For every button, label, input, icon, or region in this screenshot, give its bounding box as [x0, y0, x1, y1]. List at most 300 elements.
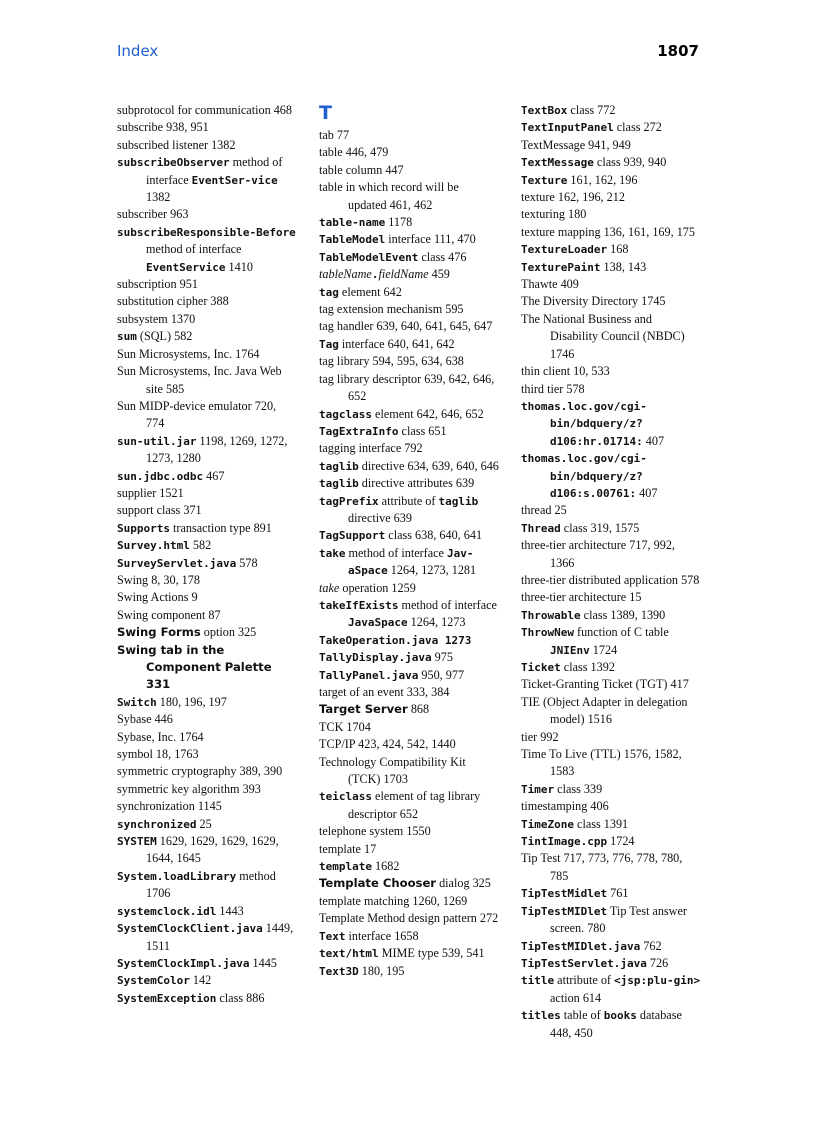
index-entry-text: transaction type 891	[169, 520, 272, 535]
index-entry	[117, 781, 297, 798]
index-entry-text: <jsp:plu-gin>	[614, 974, 701, 988]
index-entry	[117, 868, 297, 903]
index-entry	[521, 903, 701, 938]
index-entry-text: SystemException	[117, 991, 217, 1005]
index-entry	[319, 875, 499, 892]
index-entry	[117, 311, 297, 328]
index-entry	[319, 458, 499, 475]
index-entry-text: tier 992	[521, 729, 559, 744]
index-entry-text: class 1391	[573, 816, 629, 831]
index-entry	[521, 885, 701, 902]
index-entry	[117, 711, 297, 728]
index-entry-text: Tag	[319, 337, 339, 351]
index-entry	[521, 502, 701, 519]
index-entry	[117, 589, 297, 606]
index-entry-text: 1178	[385, 215, 413, 230]
index-entry-text: class 1392	[560, 660, 615, 674]
index-entry	[521, 154, 701, 171]
index-entry-text: Text	[319, 929, 346, 943]
index-entry-text: target of an event 333, 384	[319, 685, 450, 699]
index-entry	[521, 938, 701, 955]
index-entry	[521, 972, 701, 1007]
index-entry-text: table column 447	[319, 162, 404, 177]
index-entry-text: sum	[117, 330, 137, 344]
index-entry	[319, 736, 499, 753]
index-entry-text: Ticket	[521, 661, 561, 674]
index-entry	[117, 972, 297, 989]
index-entry-text: Thread	[521, 521, 561, 535]
index-entry-text: thread 25	[521, 503, 567, 518]
index-entry-text: dialog 325	[436, 876, 491, 891]
index-entry-text: subscription 951	[117, 277, 198, 292]
index-entry	[319, 336, 499, 353]
index-entry-text: JNIEnv	[550, 643, 590, 657]
index-entry-text: thomas.loc.gov/cgi-bin/bdquery/z?d106:s.00761:	[521, 452, 647, 500]
index-entry-text: interface 640, 641, 642	[338, 336, 455, 351]
index-entry-text: texture 162, 196, 212	[521, 190, 625, 205]
index-entry-text: Supports	[117, 521, 170, 535]
index-entry	[117, 119, 297, 136]
index-entry	[117, 955, 297, 972]
index-entry-text: ThrowNew	[521, 626, 574, 640]
index-entry	[117, 694, 297, 711]
index-entry-text: 168	[607, 242, 629, 257]
index-entry-text: title	[521, 974, 555, 988]
index-entry-text: sun-util.jar	[117, 434, 197, 448]
index-entry-text: class 886	[216, 990, 265, 1005]
index-entry	[521, 955, 701, 972]
index-entry-text: 1410	[225, 259, 253, 274]
index-entry	[319, 318, 499, 335]
index-entry-text: Tip Test answer screen. 780	[550, 903, 687, 936]
index-entry	[319, 266, 499, 283]
index-entry-text: TableModel	[319, 233, 386, 247]
index-entry	[521, 1007, 701, 1042]
index-entry-text: Text3D	[319, 964, 359, 978]
index-entry-text: takeIfExists	[319, 598, 399, 612]
index-entry	[117, 224, 297, 276]
index-entry	[521, 450, 701, 502]
index-entry	[319, 162, 499, 179]
index-entry	[521, 119, 701, 136]
index-entry-text: TipTestMidlet	[521, 887, 608, 901]
index-entry-text: Texture	[521, 173, 568, 187]
index-entry	[319, 701, 499, 718]
index-entry-text: 1724	[589, 642, 618, 657]
index-entry-text: attribute of	[378, 493, 439, 508]
index-entry	[319, 179, 499, 214]
index-entry	[117, 346, 297, 363]
index-entry-text: telephone system 1550	[319, 824, 431, 839]
index-entry-text: Technology Compatibility Kit (TCK) 1703	[319, 754, 466, 787]
index-entry	[319, 910, 499, 927]
index-entry	[521, 189, 701, 206]
index-entry-text: thin client 10, 533	[521, 364, 610, 379]
index-entry-text: Sun MIDP-device emulator 720, 774	[117, 398, 277, 431]
index-entry-text: class 476	[418, 249, 467, 264]
index-entry-text: directive 634, 639, 640, 646	[358, 458, 499, 473]
index-entry-text: template	[319, 860, 372, 874]
index-entry-text: synchronized	[117, 817, 197, 831]
index-entry	[117, 624, 297, 641]
index-entry-text: class 319, 1575	[560, 520, 640, 535]
index-entry-text: JavaSpace	[348, 616, 408, 630]
index-entry	[521, 694, 701, 729]
index-entry-text: class 772	[567, 103, 616, 117]
index-entry-text: 407	[642, 433, 665, 448]
index-entry-text: subscribed listener 1382	[117, 137, 236, 152]
index-entry-text: TextMessage	[521, 156, 594, 170]
index-entry-text: attribute of	[554, 973, 615, 988]
index-entry	[117, 206, 297, 223]
index-entry	[521, 206, 701, 223]
index-entry-text: operation 1259	[339, 580, 416, 595]
index-entry-text: TintImage.cpp	[521, 835, 608, 849]
index-entry-text: TipTestMIDlet.java	[521, 939, 641, 953]
index-entry-text: symbol 18, 1763	[117, 747, 199, 762]
index-entry-text: TexturePaint	[521, 260, 601, 274]
index-entry	[521, 589, 701, 606]
index-entry-text: TallyPanel.java	[319, 668, 419, 682]
index-entry-text: tag library descriptor 639, 642, 646, 652	[319, 371, 495, 404]
index-entry-text: taglib	[319, 459, 359, 473]
index-entry	[319, 371, 499, 406]
index-entry	[117, 398, 297, 433]
index-entry-text: Thawte 409	[521, 277, 579, 292]
index-entry-text: Tip Test 717, 773, 776, 778, 780, 785	[521, 851, 683, 883]
index-entry	[319, 545, 499, 580]
index-entry	[117, 276, 297, 293]
index-entry-text: TagSupport	[319, 529, 386, 543]
index-entry-text: class 638, 640, 641	[385, 528, 483, 543]
index-entry	[319, 928, 499, 945]
index-entry	[319, 301, 499, 318]
index-entry-text: TallyDisplay.java	[319, 651, 432, 665]
index-column-2	[319, 102, 499, 980]
index-entry-text: tag library 594, 595, 634, 638	[319, 354, 464, 369]
index-entry-text: tagPrefix	[319, 494, 379, 508]
index-entry	[117, 729, 297, 746]
index-entry	[117, 990, 297, 1007]
index-entry-text: 142	[189, 973, 212, 988]
index-entry	[521, 137, 701, 154]
index-entry	[521, 676, 701, 693]
index-entry-text: .	[371, 268, 379, 282]
index-entry-text: Throwable	[521, 608, 581, 622]
index-entry	[521, 381, 701, 398]
index-entry	[117, 642, 297, 694]
index-entry-text: TIE (Object Adapter in delegation model) 1516	[521, 694, 688, 727]
index-entry-text: method of interface	[146, 155, 283, 187]
index-entry-text: subscriber 963	[117, 207, 189, 222]
index-entry	[319, 423, 499, 440]
index-entry	[117, 137, 297, 154]
index-entry-text: TipTestMIDlet	[521, 904, 608, 918]
index-entry-text: three-tier distributed application 578	[521, 572, 700, 587]
index-entry-text: TagExtraInfo	[319, 424, 399, 438]
index-entry-text: take	[319, 580, 340, 595]
index-entry	[117, 903, 297, 920]
index-entry	[117, 763, 297, 780]
index-entry	[319, 841, 499, 858]
index-entry-text: 1449, 1511	[146, 921, 294, 953]
index-entry-text: class 1389, 1390	[580, 607, 666, 622]
index-entry-text: subsystem 1370	[117, 311, 196, 326]
index-entry-text: SurveyServlet.java	[117, 556, 237, 570]
index-entry-text: function of C table	[573, 625, 669, 640]
index-entry	[117, 607, 297, 624]
index-entry-text: subscribeObserver	[117, 156, 230, 170]
index-entry-text: table 446, 479	[319, 145, 389, 160]
index-entry	[319, 353, 499, 370]
index-entry-text: fieldName	[378, 267, 429, 282]
index-entry	[319, 858, 499, 875]
index-entry-text: class 272	[613, 120, 662, 135]
index-entry-text: Target Server	[319, 702, 408, 717]
index-entry-text: Swing Forms	[117, 625, 201, 640]
index-entry-text: 467	[203, 468, 225, 483]
running-header-section: Index	[117, 42, 159, 60]
index-entry	[319, 823, 499, 840]
index-entry-text: Swing tab in the Component Palette 331	[117, 642, 272, 692]
index-entry-text: database 448, 450	[550, 1008, 682, 1040]
index-entry-text: 582	[189, 538, 212, 553]
index-entry-text: 1445	[249, 955, 277, 970]
index-entry-text: Ticket-Granting Ticket (TGT) 417	[521, 677, 689, 692]
index-entry-text: Survey.html	[117, 539, 190, 553]
index-entry-text: method of interface	[146, 242, 242, 257]
index-entry	[319, 788, 499, 823]
index-entry-text: option 325	[200, 625, 257, 640]
index-entry-text: 1724	[607, 834, 635, 849]
index-entry-text: interface 1658	[345, 928, 419, 943]
index-entry-text: thomas.loc.gov/cgi-bin/bdquery/z?d106:hr.01714:	[521, 399, 647, 448]
index-column-1	[117, 102, 297, 1007]
index-entry-text: 975	[431, 650, 453, 665]
index-entry	[319, 127, 499, 144]
index-entry	[117, 537, 297, 554]
index-entry-text: 1198, 1269, 1272, 1273, 1280	[146, 433, 288, 466]
index-entry-text: teiclass	[319, 790, 372, 804]
index-entry	[319, 963, 499, 980]
index-entry-text: element 642	[338, 284, 402, 299]
index-entry	[117, 572, 297, 589]
index-entry	[117, 485, 297, 502]
index-entry-text: tagging interface 792	[319, 441, 423, 456]
index-entry-text: Sybase, Inc. 1764	[117, 729, 204, 744]
index-entry-text: SystemColor	[117, 974, 190, 988]
index-entry	[319, 754, 499, 789]
index-entry-text: 761	[607, 886, 629, 901]
index-entry-text: systemclock.idl	[117, 904, 217, 918]
index-entry-text: TimeZone	[521, 817, 574, 831]
index-entry-text: 459	[428, 267, 450, 282]
index-entry-text: directive attributes 639	[358, 476, 475, 491]
index-entry	[117, 833, 297, 868]
index-entry	[117, 102, 297, 119]
index-entry	[319, 440, 499, 457]
index-entry	[117, 154, 297, 206]
index-entry-text: TextMessage 941, 949	[521, 137, 631, 152]
index-entry	[117, 328, 297, 345]
index-entry-text: 868	[407, 702, 430, 717]
index-entry-text: taglib	[319, 477, 359, 491]
index-entry-text: tagclass	[319, 407, 372, 421]
index-entry	[521, 102, 701, 119]
index-entry-text: take	[319, 546, 346, 560]
index-entry	[319, 632, 499, 649]
index-entry	[521, 816, 701, 833]
index-entry	[319, 284, 499, 301]
index-entry-text: substitution cipher 388	[117, 294, 229, 309]
index-entry-text: TCK 1704	[319, 719, 371, 734]
index-entry-text: EventSer-vice	[191, 173, 278, 187]
index-entry-text: subscribeResponsible-Before	[117, 225, 296, 239]
index-entry	[117, 293, 297, 310]
index-entry-text: 1382	[146, 190, 171, 205]
index-entry	[319, 893, 499, 910]
index-entry-text: TableModelEvent	[319, 250, 419, 264]
index-entry-text: TCP/IP 423, 424, 542, 1440	[319, 737, 456, 752]
index-entry-text: template 17	[319, 841, 377, 856]
index-entry-text: 726	[646, 955, 669, 970]
index-entry-text: System.loadLibrary	[117, 869, 237, 883]
index-entry-text: method of interface	[398, 597, 497, 612]
index-entry-text: SystemClockClient.java	[117, 922, 263, 936]
index-entry-text: 1682	[371, 859, 400, 874]
index-entry-text: synchronization 1145	[117, 799, 222, 814]
index-entry-text: MIME type 539, 541	[378, 946, 485, 961]
index-entry-text: interface 111, 470	[385, 232, 476, 247]
index-entry-text: tag	[319, 285, 339, 299]
index-entry-text: class 651	[398, 423, 447, 438]
index-entry-text: action 614	[550, 990, 602, 1005]
index-entry	[319, 684, 499, 701]
index-entry-text: Jav-aSpace	[348, 546, 474, 578]
index-entry-text: directive 639	[348, 510, 412, 525]
index-entry	[521, 746, 701, 781]
index-entry-text: element 642, 646, 652	[371, 406, 484, 421]
index-entry-text: texture mapping 136, 161, 169, 175	[521, 224, 695, 239]
index-entry	[521, 798, 701, 815]
index-entry-text: class 339	[554, 781, 603, 796]
index-entry	[521, 224, 701, 241]
index-entry	[319, 231, 499, 248]
index-entry-text: table in which record will be updated 461, 462	[319, 180, 459, 212]
index-entry	[521, 537, 701, 572]
index-entry-text: 180, 196, 197	[156, 694, 227, 709]
index-entry-text: tag handler 639, 640, 641, 645, 647	[319, 319, 493, 334]
index-entry-text: text/html	[319, 947, 379, 961]
index-entry	[521, 607, 701, 624]
index-entry	[521, 659, 701, 676]
index-entry-text: 180, 195	[358, 963, 405, 978]
index-entry-text: 138, 143	[600, 259, 647, 274]
index-entry	[521, 259, 701, 276]
index-entry-text: table of	[560, 1008, 604, 1023]
index-entry	[117, 816, 297, 833]
index-entry	[521, 363, 701, 380]
index-entry	[117, 920, 297, 955]
index-entry-text: TipTestServlet.java	[521, 956, 647, 970]
index-entry	[319, 249, 499, 266]
index-entry-text: Switch	[117, 695, 157, 709]
index-entry	[117, 468, 297, 485]
index-entry-text: table-name	[319, 216, 386, 230]
index-entry	[521, 781, 701, 798]
index-entry-text: 1264, 1273, 1281	[387, 563, 477, 578]
index-entry	[319, 580, 499, 597]
index-entry-text: TextInputPanel	[521, 121, 614, 135]
index-entry-text: SYSTEM	[117, 835, 157, 849]
index-column-3	[521, 102, 701, 1042]
index-entry-text: taglib	[438, 494, 479, 508]
section-letter: T	[319, 102, 332, 124]
index-entry-text: 407	[636, 485, 658, 500]
index-entry-text: books	[603, 1009, 637, 1023]
index-entry-text: Timer	[521, 782, 555, 796]
index-entry-text: three-tier architecture 717, 992, 1366	[521, 538, 675, 570]
index-entry	[521, 241, 701, 258]
index-entry	[521, 520, 701, 537]
index-entry-text: tab 77	[319, 128, 350, 142]
index-entry-text: 762	[640, 938, 662, 953]
index-entry	[319, 493, 499, 528]
index-entry	[117, 798, 297, 815]
index-entry-text: 1629, 1629, 1629, 1629, 1644, 1645	[146, 834, 279, 866]
index-entry	[521, 172, 701, 189]
index-entry-text: symmetric cryptography 389, 390	[117, 764, 283, 779]
index-entry-text: tag extension mechanism 595	[319, 302, 464, 317]
index-entry	[521, 311, 701, 363]
index-entry	[319, 649, 499, 666]
index-entry-text: subprotocol for communication 468	[117, 103, 292, 117]
index-entry-text: TextureLoader	[521, 243, 608, 257]
index-entry-text: timestamping 406	[521, 799, 609, 814]
index-entry	[117, 433, 297, 468]
index-entry-text: The Diversity Directory 1745	[521, 294, 666, 309]
index-entry	[521, 624, 701, 659]
index-entry-text: TakeOperation.java 1273	[319, 633, 472, 647]
index-entry-text: sun.jdbc.odbc	[117, 469, 204, 483]
index-entry	[521, 398, 701, 450]
index-entry-text: Template Chooser	[319, 876, 437, 891]
index-entry-text: Time To Live (TTL) 1576, 1582, 1583	[521, 747, 682, 779]
index-entry	[319, 406, 499, 423]
index-entry-text: 1264, 1273	[407, 615, 466, 630]
index-entry	[117, 555, 297, 572]
index-entry-text: EventService	[146, 260, 226, 274]
page-number: 1807	[657, 42, 699, 60]
index-entry	[319, 719, 499, 736]
index-entry	[117, 502, 297, 519]
index-entry-text: element of tag library descriptor 652	[348, 789, 481, 821]
index-entry-text: Sun Microsystems, Inc. Java Web site 585	[117, 364, 282, 396]
index-entry	[117, 746, 297, 763]
index-entry-text: 25	[196, 816, 212, 831]
index-entry	[521, 572, 701, 589]
index-entry	[319, 214, 499, 231]
index-entry	[521, 850, 701, 885]
index-entry-text: template matching 1260, 1269	[319, 893, 468, 908]
index-entry-text: texturing 180	[521, 207, 587, 222]
index-entry-text: 161, 162, 196	[567, 172, 638, 187]
index-entry-text: Swing 8, 30, 178	[117, 572, 200, 587]
index-entry-text: subscribe 938, 951	[117, 120, 209, 135]
index-entry-text: class 939, 940	[593, 155, 667, 170]
index-entry-text: Sybase 446	[117, 712, 173, 727]
index-entry	[521, 729, 701, 746]
